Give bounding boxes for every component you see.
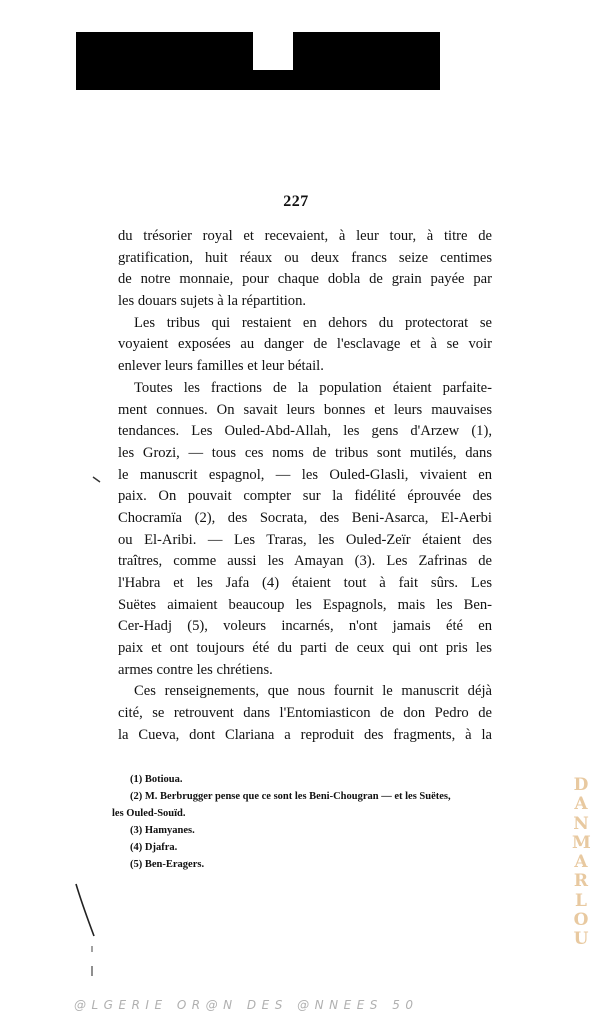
text-line: de notre monnaie, pour chaque dobla de grain payée par — [118, 271, 492, 288]
text-line: paix. On pouvait compter sur la fidélité éprouvée des — [118, 488, 492, 505]
footnote: (4) Djafra. — [130, 842, 178, 853]
text-line: Chocramïa (2), des Socrata, des Beni-Asarca, El-Aerbi — [118, 509, 492, 526]
text-line: du trésorier royal et recevaient, à leur tour, à titre de — [118, 228, 492, 244]
text-line: armes contre les chrétiens. — [118, 661, 273, 678]
text-line: paix et ont toujours été du parti de ceux qui ont pris les — [118, 640, 492, 657]
text-line: ou El-Aribi. — Les Traras, les Ouled-Zeïr étaient des — [118, 531, 492, 548]
text-line: gratification, huit réaux ou deux francs seize centimes — [118, 249, 492, 266]
footnote: (2) M. Berbrugger pense que ce sont les Beni-Chougran — et les Suëtes, — [130, 791, 451, 802]
text-line: Suëtes aimaient beaucoup les Espagnols, mais les Ben- — [118, 596, 492, 613]
watermark-bottom: @LGERIE OR@N DES @NNEES 50 — [74, 998, 419, 1012]
text-line: ment connues. On savait leurs bonnes et leurs mauvaises — [118, 401, 492, 418]
footnotes — [112, 771, 502, 873]
page-number: 227 — [283, 193, 309, 210]
footnote: les Ouled-Souïd. — [112, 808, 186, 819]
text-line: enlever leurs familles et leur bétail. — [118, 358, 324, 375]
text-line: les Grozi, — tous ces noms de tribus sont mutilés, dans — [118, 444, 492, 461]
text-line: la Cueva, dont Clariana a reproduit des fragments, à la — [118, 726, 492, 743]
watermark-letter: M — [572, 832, 591, 853]
watermark-vertical — [572, 776, 590, 950]
text-line: le manuscrit espagnol, — les Ouled-Glasli, vivaient en — [118, 466, 492, 483]
text-line: les douars sujets à la répartition. — [118, 293, 307, 310]
watermark-letter: D — [573, 775, 589, 795]
footnote: (5) Ben-Eragers. — [130, 859, 205, 870]
text-line: cité, se retrouvent dans l'Entomiasticon de don Pedro de — [118, 705, 492, 722]
watermark-letter: L — [575, 890, 587, 911]
footnote: (1) Botioua. — [130, 774, 183, 785]
watermark-letter: A — [574, 852, 588, 873]
text-line: Les tribus qui restaient en dehors du protectorat se — [134, 314, 492, 331]
text-line: traîtres, comme aussi les Amayan (3). Les Zafrinas de — [118, 553, 492, 570]
text-line: Cer-Hadj (5), voleurs incarnés, n'ont jamais été en — [118, 618, 492, 635]
watermark-letter: U — [573, 929, 589, 950]
text-line: Ces renseignements, que nous fournit le manuscrit déjà — [134, 683, 492, 700]
text-line: l'Habra et les Jafa (4) étaient tout à fait sûrs. Les — [118, 575, 492, 591]
text-line: Toutes les fractions de la population étaient parfaite- — [134, 379, 492, 396]
watermark-letter: A — [574, 794, 588, 815]
text-line: tendances. Les Ouled-Abd-Allah, les gens d'Arzew (1), — [118, 423, 492, 440]
body-text — [118, 226, 492, 747]
watermark-letter: N — [573, 813, 589, 834]
scan-artifact-tick — [92, 474, 104, 486]
scan-artifact-mark — [70, 880, 100, 980]
redaction-notch — [253, 32, 293, 70]
footnote: (3) Hamyanes. — [130, 825, 195, 836]
text-line: voyaient exposées au danger de l'esclavage et à se voir — [118, 336, 492, 353]
watermark-letter: R — [573, 871, 589, 892]
watermark-letter: O — [573, 910, 589, 931]
